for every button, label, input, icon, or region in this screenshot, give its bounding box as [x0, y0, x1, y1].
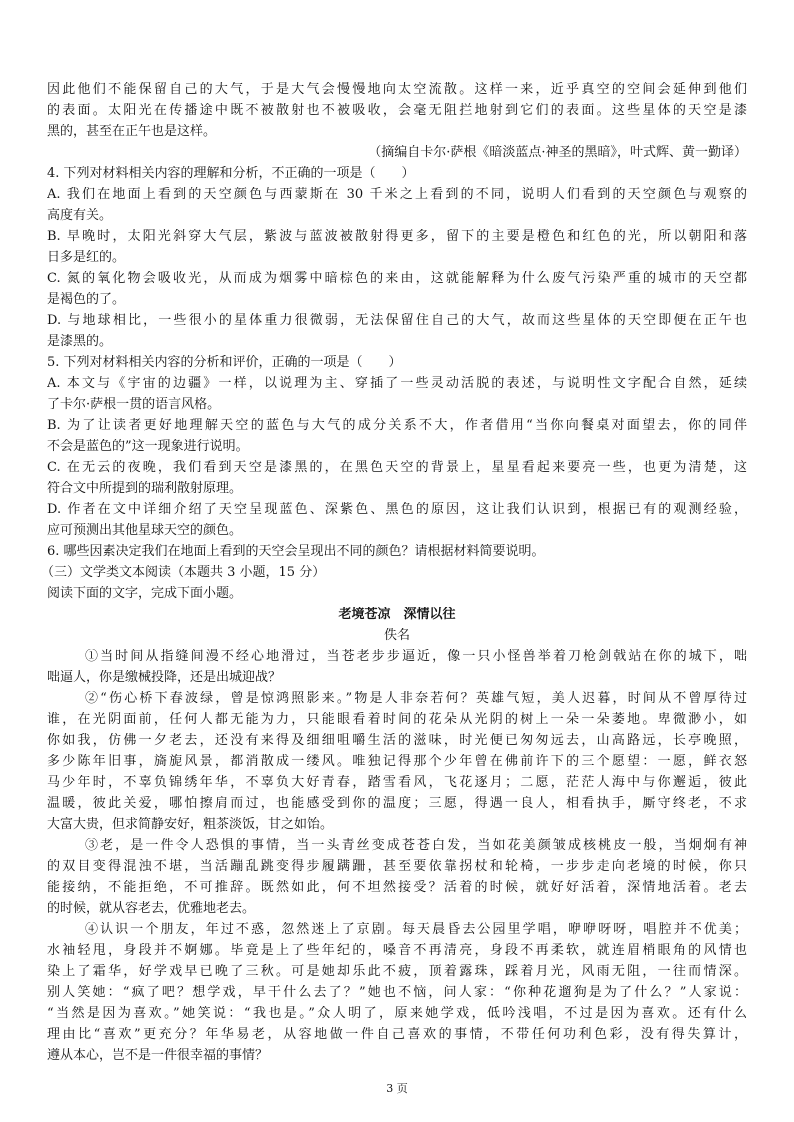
option-5c: C. 在无云的夜晚，我们看到天空是漆黑的，在黑色天空的背景上，星星看起来要亮一些，也更为清楚，这 — [47, 460, 747, 475]
paragraph-line: ①当时间从指缝间漫不经心地滑过，当苍老步步逼近，像一只小怪兽举着刀枪剑戟站在你的城下，咄 — [85, 649, 747, 664]
paragraph-line: 遵从本心，岂不是一件很幸福的事情？ — [47, 1048, 269, 1063]
paragraph-line: 理由比“喜欢”更充分？年华易老，从容地做一件自己喜欢的事情，不带任何功利色彩，没有得失算计， — [47, 1027, 747, 1042]
passage-author: 佚名 — [383, 628, 410, 643]
question-6: 6. 哪些因素决定我们在地面上看到的天空会呈现出不同的颜色？请根据材料简要说明。 — [47, 544, 545, 559]
text-line: 的表面。太阳光在传播途中既不被散射也不被吸收，会毫无阻拦地射到它们的表面。这些星体的天空是漆 — [47, 103, 747, 118]
paragraph-line: 谁，在光阴面前，任何人都无能为力，只能眼看着时间的花朵从光阴的树上一朵一朵萎地。卑微渺小，如 — [47, 712, 747, 727]
paragraph-line: 染上了霜华，好学戏早已晚了三秋。可是她却乐此不疲，顶着露珠，踩着月光，风雨无阻，一往而情深。 — [47, 964, 747, 979]
paragraph-line: ③老，是一件令人恐惧的事情，当一头青丝变成苍苍白发，当如花美颜皱成核桃皮一般，当炯炯有神 — [85, 838, 747, 853]
passage-title: 老境苍凉 深情以往 — [338, 607, 456, 622]
paragraph-line: 别人笑她：“疯了吧？想学戏，早干什么去了？”她也不恼，问人家：“你种花遛狗是为了什么？”人家说： — [47, 985, 747, 1000]
option-4a: A. 我们在地面上看到的天空颜色与西蒙斯在 30 千米之上看到的不同，说明人们看到的天空颜色与观察的 — [47, 187, 747, 202]
paragraph-line: ②“伤心桥下春波绿，曾是惊鸿照影来。”物是人非奈若何？英雄气短，美人迟暮，时间从不曾厚待过 — [85, 691, 747, 706]
option-4b-cont: 日多是红的。 — [47, 250, 126, 265]
option-4d: D. 与地球相比，一些很小的星体重力很微弱，无法保留住自己的大气，故而这些星体的天空即便在正午也 — [47, 313, 747, 328]
paragraph-line: 的双目变得混浊不堪，当活蹦乱跳变得步履蹒跚，甚至要依靠拐杖和轮椅，一步步走向老境的时候，你只 — [47, 859, 747, 874]
question-5: 5. 下列对材料相关内容的分析和评价，正确的一项是（ ） — [47, 355, 402, 370]
option-5d-cont: 应可预测出其他星球天空的颜色。 — [47, 523, 243, 538]
option-5a: A. 本文与《宇宙的边疆》一样，以说理为主、穿插了一些灵动活脱的表述，与说明性文字配合自然，延续 — [47, 376, 747, 391]
question-4: 4. 下列对材料相关内容的理解和分析，不正确的一项是（ ） — [47, 166, 415, 181]
section-heading: （三）文学类文本阅读（本题共 3 小题，15 分） — [41, 565, 326, 580]
option-5b-cont: 不会是蓝色的”这一现象进行说明。 — [47, 439, 249, 454]
option-5d: D. 作者在文中详细介绍了天空呈现蓝色、深紫色、黑色的原因，这让我们认识到，根据已有的观测经验， — [47, 502, 747, 517]
source-citation: （摘编自卡尔·萨根《暗淡蓝点·神圣的黑暗》，叶式辉、黄一勤译） — [368, 145, 747, 160]
paragraph-line: 马少年时，不辜负锦绣年华，不辜负大好青春，踏雪看风，飞花逐月；二愿，茫茫人海中与你邂逅，彼此 — [47, 775, 747, 790]
option-5b: B. 为了让读者更好地理解天空的蓝色与大气的成分关系不大，作者借用“当你向餐桌对面望去，你的同伴 — [47, 418, 747, 433]
paragraph-line: “当然是因为喜欢。”她笑说：“我也是。”众人明了，原来她学戏，低吟浅唱，不过是因为喜欢。还有什么 — [47, 1006, 747, 1021]
page-number: 3 页 — [386, 1082, 408, 1095]
option-4b: B. 早晚时，太阳光斜穿大气层，紫波与蓝波被散射得更多，留下的主要是橙色和红色的光，所以朝阳和落 — [47, 229, 747, 244]
paragraph-line: 水袖轻甩，身段并不婀娜。毕竟是上了些年纪的，嗓音不再清亮，身段不再柔软，就连眉梢眼角的风情也 — [47, 943, 747, 958]
option-4c: C. 氮的氧化物会吸收光，从而成为烟雾中暗棕色的来由，这就能解释为什么废气污染严重的城市的天空都 — [47, 271, 747, 286]
paragraph-line: 你如我，仿佛一夕老去，还没有来得及细细咀嚼生活的滋味，时光便已匆匆远去，山高路远，长亭晚照， — [47, 733, 747, 748]
option-5a-cont: 了卡尔·萨根一贯的语言风格。 — [47, 397, 221, 412]
option-4a-cont: 高度有关。 — [47, 208, 113, 223]
paragraph-line: 能接纳，不能拒绝，不可推辞。既然如此，何不坦然接受？活着的时候，就好好活着，深情地活着。老去 — [47, 880, 747, 895]
option-4d-cont: 是漆黑的。 — [47, 334, 113, 349]
option-4c-cont: 是褐色的了。 — [47, 292, 126, 307]
paragraph-line: 大富大贵，但求简静安好，粗茶淡饭，甘之如饴。 — [47, 817, 334, 832]
paragraph-line: 的时候，就从容老去，优雅地老去。 — [47, 901, 256, 916]
option-5c-cont: 符合文中所提到的瑞利散射原理。 — [47, 481, 243, 496]
paragraph-line: 温暖，彼此关爱，哪怕擦肩而过，也能感受到你的温度；三愿，得遇一良人，相看执手，厮守终老，不求 — [47, 796, 747, 811]
instruction: 阅读下面的文字，完成下面小题。 — [47, 586, 243, 601]
paragraph-line: 多少陈年旧事，旖旎风景，都消散成一缕风。唯独记得那个少年曾在佛前许下的三个愿望：一愿，鲜衣怒 — [47, 754, 747, 769]
text-line: 黑的，甚至在正午也是这样。 — [47, 124, 217, 139]
paragraph-line: ④认识一个朋友，年过不惑，忽然迷上了京剧。每天晨昏去公园里学唱，咿咿呀呀，唱腔并不优美； — [85, 922, 747, 937]
paragraph-line: 咄逼人，你是缴械投降，还是出城迎战？ — [47, 670, 282, 685]
text-line: 因此他们不能保留自己的大气，于是大气会慢慢地向太空流散。这样一来，近乎真空的空间会延伸到他们 — [47, 82, 747, 97]
